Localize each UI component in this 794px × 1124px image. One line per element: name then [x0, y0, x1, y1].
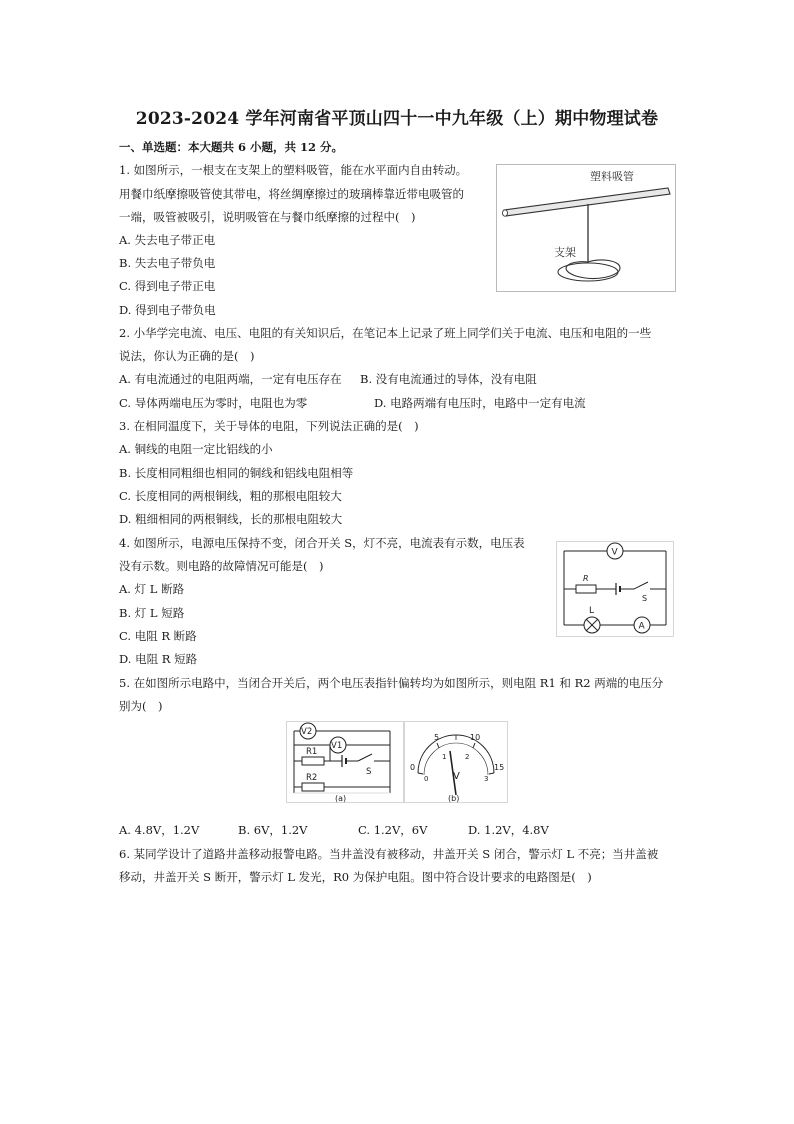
q5-r2-label: R2: [306, 773, 318, 783]
q4-option-a[interactable]: A. 灯 L 断路: [119, 582, 185, 596]
q5-stem-line-2: 别为( ): [119, 699, 163, 713]
q1-label-stand: 支架: [554, 246, 576, 259]
q1-stem-line-3: 一端，吸管被吸引，说明吸管在与餐巾纸摩擦的过程中( ): [119, 210, 416, 224]
q4-switch-label: S: [642, 594, 648, 603]
q2-option-d[interactable]: D. 电路两端有电压时，电路中一定有电流: [374, 396, 586, 410]
q5-caption-b: (b): [448, 794, 460, 803]
q4-voltmeter-label: V: [611, 547, 618, 558]
q4-ammeter-label: A: [638, 621, 645, 632]
q5-option-c[interactable]: C. 1.2V，6V: [358, 823, 428, 837]
q1-stem-line-2: 用餐巾纸摩擦吸管使其带电，将丝绸摩擦过的玻璃棒靠近带电吸管的: [119, 187, 464, 201]
exam-title: 2023-2024 学年河南省平顶山四十一中九年级（上）期中物理试卷: [135, 109, 659, 129]
q4-option-b[interactable]: B. 灯 L 短路: [119, 606, 185, 620]
q5-switch-label: S: [366, 767, 372, 777]
q5-option-b[interactable]: B. 6V，1.2V: [238, 823, 308, 837]
q1-label-tube: 塑料吸管: [590, 170, 634, 183]
q4-option-c[interactable]: C. 电阻 R 断路: [119, 629, 197, 643]
q5-dial-outer-15: 15: [494, 763, 505, 772]
q5-v2-label: V2: [301, 727, 313, 737]
q1-stem-line-1: 1. 如图所示，一根支在支架上的塑料吸管，能在水平面内自由转动。: [119, 163, 468, 177]
q5-dial-inner-1: 1: [442, 753, 447, 761]
q2-option-a[interactable]: A. 有电流通过的电阻两端，一定有电压存在: [119, 372, 342, 386]
q2-stem-line-2: 说法，你认为正确的是( ): [119, 349, 255, 363]
q5-dial-outer-10: 10: [470, 733, 481, 742]
q4-resistor-label: R: [583, 574, 589, 583]
q3-option-a[interactable]: A. 铜线的电阻一定比铝线的小: [119, 442, 273, 456]
q3-option-b[interactable]: B. 长度相同粗细也相同的铜线和铝线电阻相等: [119, 466, 354, 480]
q2-stem-line-1: 2. 小华学完电流、电压、电阻的有关知识后，在笔记本上记录了班上同学们关于电流、电压和电阻的一些: [119, 326, 652, 340]
q5-option-a[interactable]: A. 4.8V，1.2V: [119, 823, 200, 837]
q3-option-c[interactable]: C. 长度相同的两根铜线，粗的那根电阻较大: [119, 489, 342, 503]
q4-circuit-figure: [556, 541, 674, 637]
q5-voltmeter-dial-figure: [404, 721, 508, 803]
q4-stem-line-1: 4. 如图所示，电源电压保持不变，闭合开关 S，灯不亮，电流表有示数，电压表: [119, 536, 525, 550]
q6-stem-line-2: 移动，井盖开关 S 断开，警示灯 L 发光，R0 为保护电阻。图中符合设计要求的电路图是( ): [119, 870, 592, 884]
q5-stem-line-1: 5. 在如图所示电路中，当闭合开关后，两个电压表指针偏转均为如图所示，则电阻 R1 和 R2 两端的电压分: [119, 676, 664, 690]
q5-dial-outer-0: 0: [410, 763, 416, 772]
q3-stem-line-1: 3. 在相同温度下，关于导体的电阻，下列说法正确的是( ): [119, 419, 419, 433]
q1-straw-figure: [496, 164, 676, 292]
q4-option-d[interactable]: D. 电阻 R 短路: [119, 652, 198, 666]
q2-option-c[interactable]: C. 导体两端电压为零时，电阻也为零: [119, 396, 308, 410]
q5-dial-outer-5: 5: [434, 733, 440, 742]
q6-stem-line-1: 6. 某同学设计了道路井盖移动报警电路。当井盖没有被移动，井盖开关 S 闭合，警示灯 L 不亮；当井盖被: [119, 847, 659, 861]
section-heading: 一、单选题：本大题共 6 小题，共 12 分。: [119, 140, 344, 154]
q3-option-d[interactable]: D. 粗细相同的两根铜线，长的那根电阻较大: [119, 512, 343, 526]
q5-dial-inner-3: 3: [484, 775, 489, 783]
q2-option-b[interactable]: B. 没有电流通过的导体，没有电阻: [360, 372, 537, 386]
q5-circuit-a-figure: [286, 721, 404, 803]
q5-dial-inner-0: 0: [424, 775, 429, 783]
q1-option-d[interactable]: D. 得到电子带负电: [119, 303, 216, 317]
q5-r1-label: R1: [306, 747, 318, 757]
q5-option-d[interactable]: D. 1.2V，4.8V: [468, 823, 549, 837]
q1-option-b[interactable]: B. 失去电子带负电: [119, 256, 216, 270]
q5-dial-v-label: V: [453, 771, 460, 782]
q4-stem-line-2: 没有示数。则电路的故障情况可能是( ): [119, 559, 324, 573]
q4-lamp-label: L: [589, 606, 595, 616]
q5-dial-inner-2: 2: [465, 753, 470, 761]
q5-caption-a: (a): [335, 794, 347, 803]
q1-option-a[interactable]: A. 失去电子带正电: [119, 233, 216, 247]
q1-option-c[interactable]: C. 得到电子带正电: [119, 279, 216, 293]
q5-v1-label: V1: [331, 741, 343, 751]
